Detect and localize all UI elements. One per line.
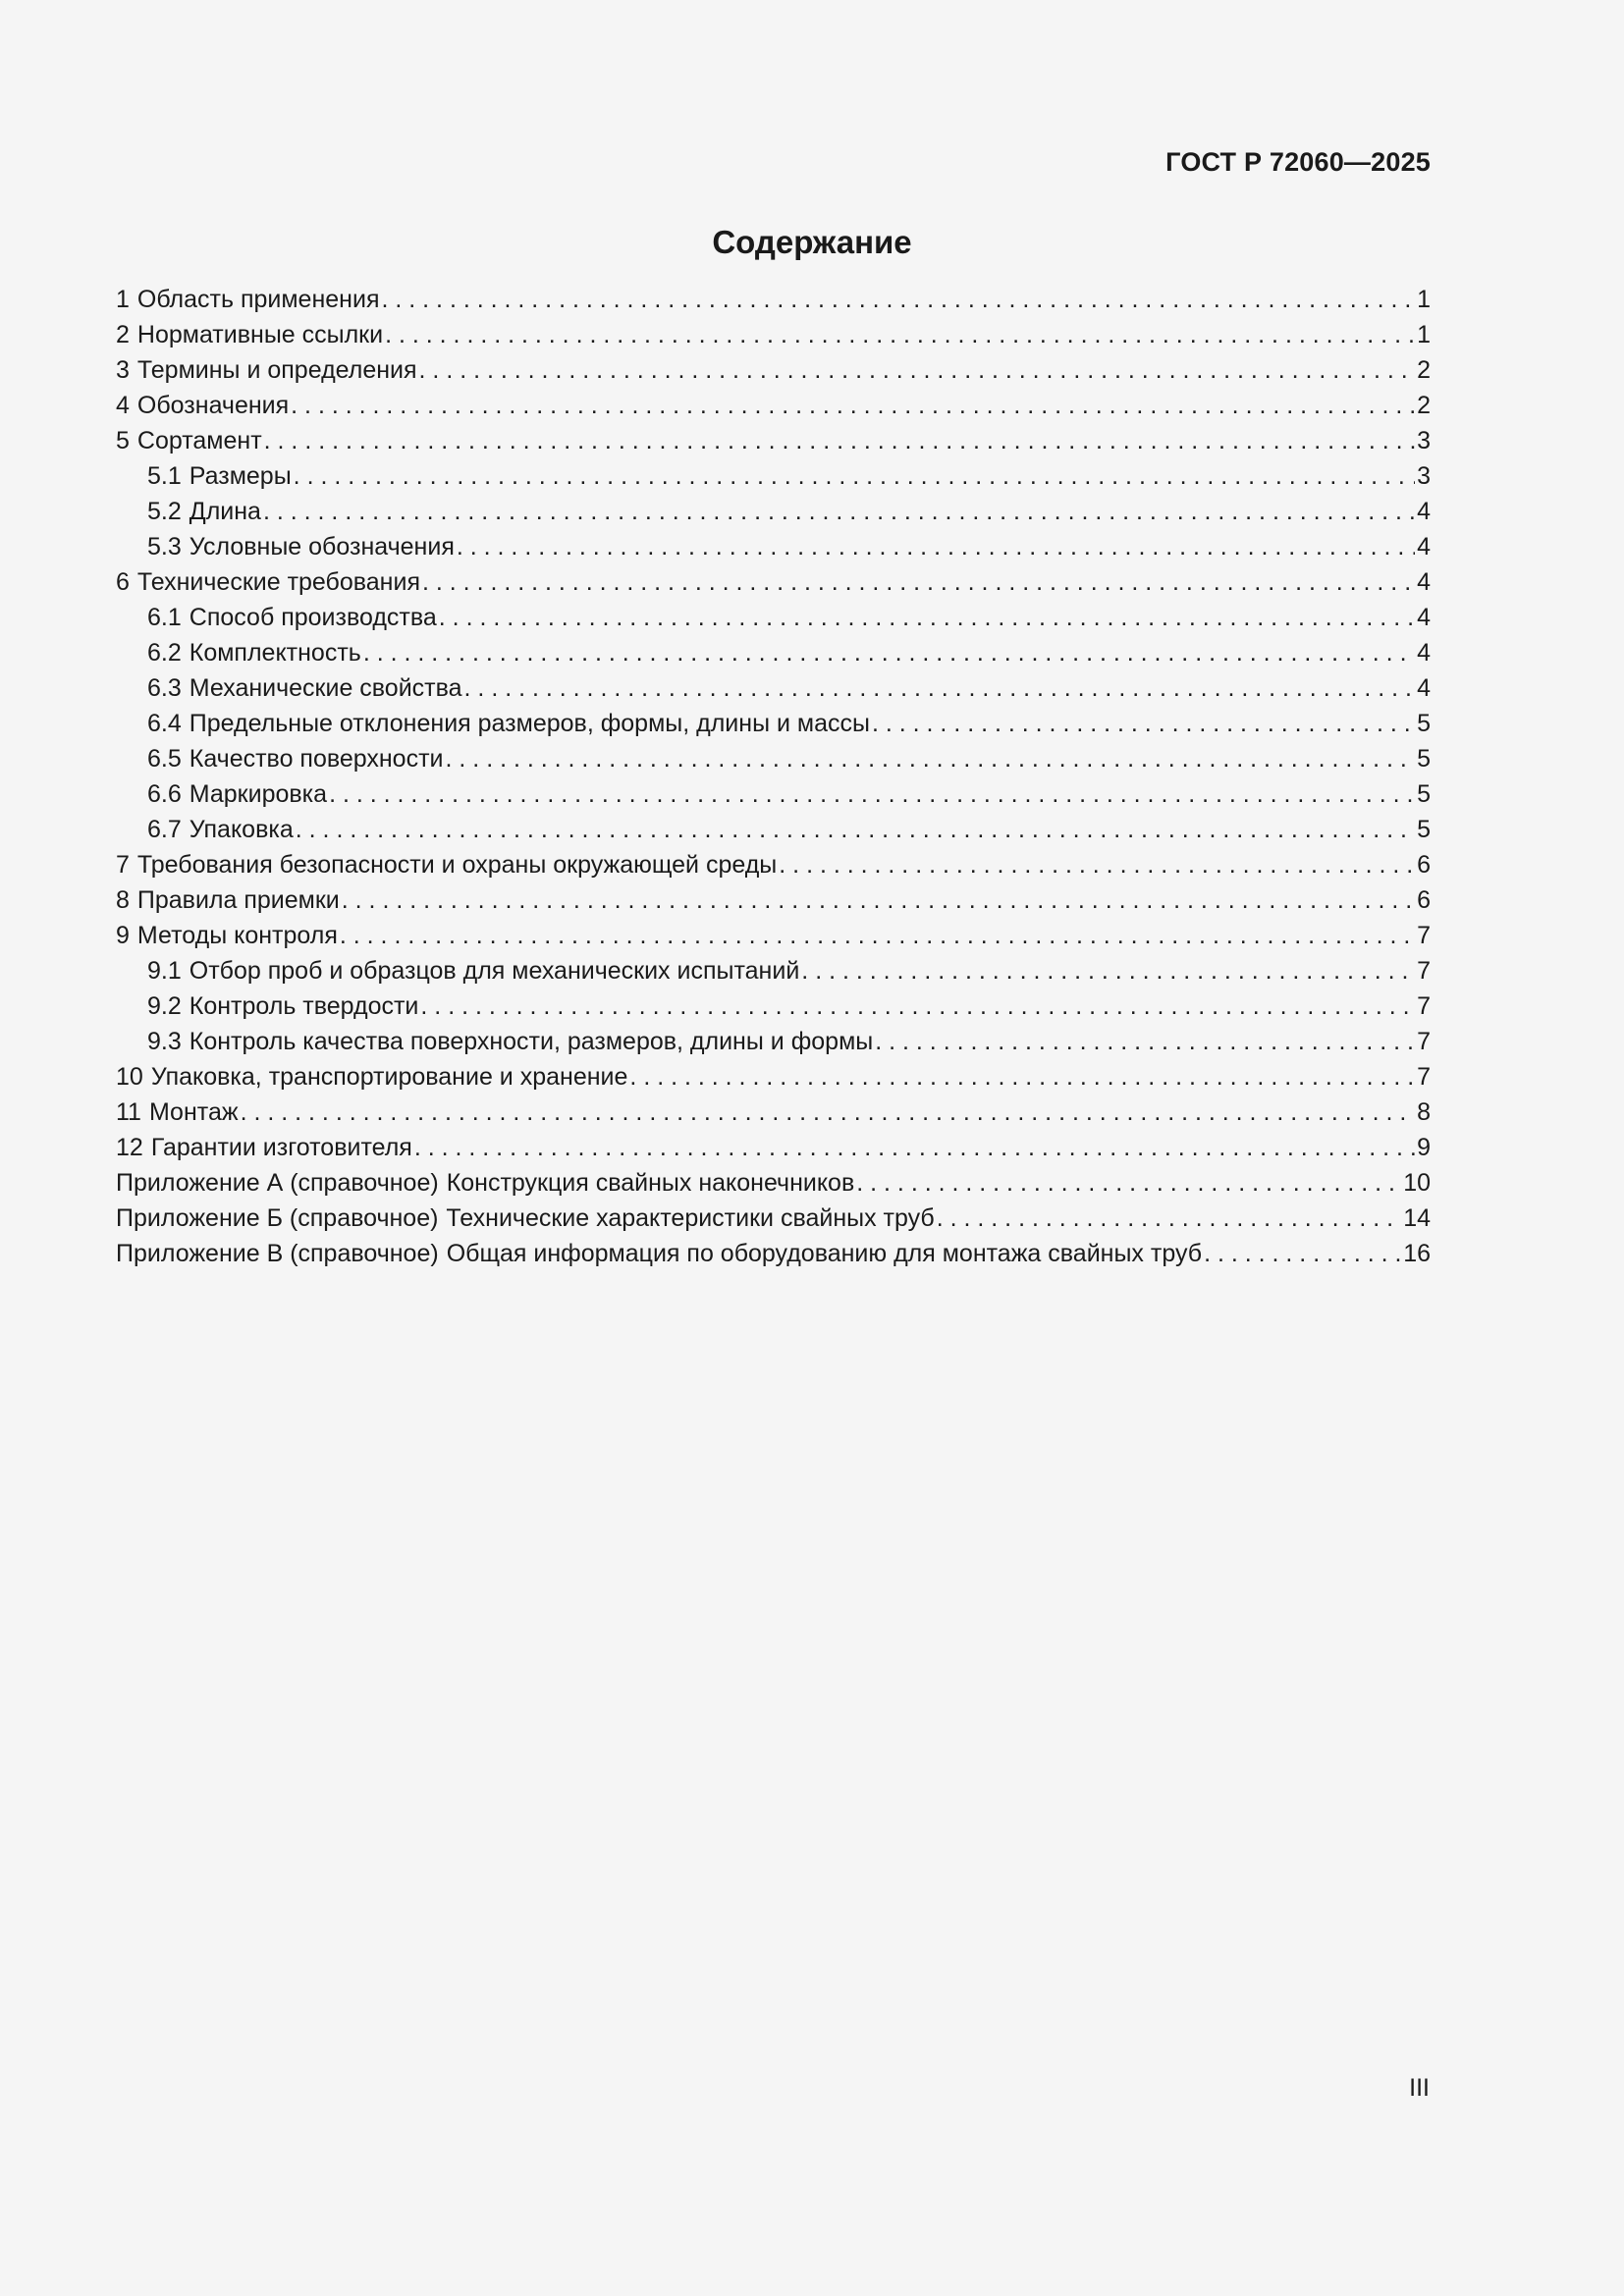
toc-entry-title: Механические свойства bbox=[189, 674, 462, 702]
toc-entry-title: Монтаж bbox=[148, 1098, 239, 1126]
toc-entry-number: 6.4 bbox=[147, 710, 182, 737]
toc-entry[interactable] bbox=[116, 922, 1431, 957]
toc-subentry[interactable] bbox=[116, 533, 1431, 568]
toc-entry-title: Методы контроля bbox=[136, 922, 338, 949]
toc-leader-dots bbox=[291, 392, 1415, 420]
toc-appendix-entry[interactable] bbox=[116, 1240, 1431, 1275]
toc-appendix-entry[interactable] bbox=[116, 1169, 1431, 1204]
toc-leader-dots bbox=[385, 321, 1415, 349]
toc-entry-number: 2 bbox=[116, 321, 130, 348]
toc-entry-number: 5.1 bbox=[147, 462, 182, 490]
toc-entry-title: Гарантии изготовителя bbox=[150, 1134, 412, 1161]
toc-leader-dots bbox=[872, 710, 1415, 738]
toc-entry-number: 9.1 bbox=[147, 957, 182, 985]
toc-leader-dots bbox=[294, 462, 1415, 491]
toc-entry-number: 6.2 bbox=[147, 639, 182, 667]
toc-leader-dots bbox=[439, 604, 1415, 632]
toc-entry-number: 9.3 bbox=[147, 1028, 182, 1055]
toc-leader-dots bbox=[779, 851, 1415, 880]
toc-subentry[interactable] bbox=[116, 498, 1431, 533]
toc-leader-dots bbox=[801, 957, 1415, 986]
toc-entry-number: 5.3 bbox=[147, 533, 182, 561]
toc-entry-title: Конструкция свайных наконечников bbox=[446, 1169, 855, 1197]
toc-entry-page: 4 bbox=[1417, 674, 1431, 702]
toc-leader-dots bbox=[420, 992, 1415, 1021]
toc-entry-number: 12 bbox=[116, 1134, 143, 1161]
toc-entry-page: 14 bbox=[1403, 1204, 1431, 1232]
toc-entry-number: 7 bbox=[116, 851, 130, 879]
toc-entry-title: Область применения bbox=[136, 286, 380, 313]
toc-entry[interactable] bbox=[116, 1134, 1431, 1169]
toc-entry[interactable] bbox=[116, 886, 1431, 922]
toc-entry-page: 16 bbox=[1403, 1240, 1431, 1267]
toc-entry[interactable] bbox=[116, 851, 1431, 886]
toc-entry-title: Условные обозначения bbox=[189, 533, 455, 561]
toc-leader-dots bbox=[329, 780, 1415, 809]
toc-entry-title: Общая информация по оборудованию для монтажа свайных труб bbox=[446, 1240, 1203, 1267]
toc-entry-number: 6.7 bbox=[147, 816, 182, 843]
toc-entry-page: 10 bbox=[1403, 1169, 1431, 1197]
toc-leader-dots bbox=[422, 568, 1415, 597]
toc-leader-dots bbox=[296, 816, 1415, 844]
toc-entry-page: 8 bbox=[1417, 1098, 1431, 1126]
toc-entry-page: 7 bbox=[1417, 922, 1431, 949]
toc-leader-dots bbox=[464, 674, 1416, 703]
toc-leader-dots bbox=[629, 1063, 1415, 1092]
toc-leader-dots bbox=[856, 1169, 1401, 1198]
toc-leader-dots bbox=[342, 886, 1415, 915]
toc-entry-title: Требования безопасности и охраны окружающей среды bbox=[136, 851, 778, 879]
toc-entry-title: Контроль качества поверхности, размеров, длины и формы bbox=[189, 1028, 874, 1055]
toc-entry-number: 8 bbox=[116, 886, 130, 914]
toc-subentry[interactable] bbox=[116, 780, 1431, 816]
toc-appendix-label: Приложение В (справочное) bbox=[116, 1240, 439, 1267]
toc-entry-number: 6.5 bbox=[147, 745, 182, 773]
toc-entry-title: Способ производства bbox=[189, 604, 437, 631]
toc-entry-title: Контроль твердости bbox=[189, 992, 419, 1020]
toc-entry[interactable] bbox=[116, 321, 1431, 356]
toc-entry-title: Сортамент bbox=[136, 427, 262, 454]
toc-leader-dots bbox=[263, 498, 1415, 526]
toc-entry-page: 5 bbox=[1417, 745, 1431, 773]
toc-leader-dots bbox=[241, 1098, 1416, 1127]
toc-entry-number: 9 bbox=[116, 922, 130, 949]
toc-entry-page: 1 bbox=[1417, 286, 1431, 313]
toc-entry-number: 6.1 bbox=[147, 604, 182, 631]
toc-entry-page: 5 bbox=[1417, 710, 1431, 737]
toc-entry-page: 2 bbox=[1417, 356, 1431, 384]
toc-entry-title: Технические требования bbox=[136, 568, 420, 596]
toc-entry-number: 9.2 bbox=[147, 992, 182, 1020]
toc-entry-page: 6 bbox=[1417, 851, 1431, 879]
toc-subentry[interactable] bbox=[116, 674, 1431, 710]
toc-entry-title: Нормативные ссылки bbox=[136, 321, 384, 348]
toc-leader-dots bbox=[419, 356, 1416, 385]
toc-leader-dots bbox=[363, 639, 1415, 667]
toc-entry-page: 5 bbox=[1417, 780, 1431, 808]
toc-entry-page: 4 bbox=[1417, 604, 1431, 631]
toc-leader-dots bbox=[457, 533, 1415, 561]
toc-entry-title: Длина bbox=[189, 498, 261, 525]
toc-entry-page: 3 bbox=[1417, 427, 1431, 454]
toc-entry-page: 6 bbox=[1417, 886, 1431, 914]
toc-subentry[interactable] bbox=[116, 462, 1431, 498]
toc-leader-dots bbox=[937, 1204, 1401, 1233]
toc-leader-dots bbox=[1204, 1240, 1401, 1268]
toc-entry-page: 7 bbox=[1417, 957, 1431, 985]
toc-entry-title: Маркировка bbox=[189, 780, 328, 808]
toc-subentry[interactable] bbox=[116, 745, 1431, 780]
toc-leader-dots bbox=[340, 922, 1415, 950]
toc-entry[interactable] bbox=[116, 356, 1431, 392]
toc-entry-title: Качество поверхности bbox=[189, 745, 444, 773]
toc-subentry[interactable] bbox=[116, 639, 1431, 674]
toc-subentry[interactable] bbox=[116, 957, 1431, 992]
toc-entry-title: Размеры bbox=[189, 462, 292, 490]
toc-entry-page: 9 bbox=[1417, 1134, 1431, 1161]
toc-leader-dots bbox=[381, 286, 1415, 314]
toc-entry-title: Правила приемки bbox=[136, 886, 340, 914]
toc-subentry[interactable] bbox=[116, 992, 1431, 1028]
toc-leader-dots bbox=[414, 1134, 1415, 1162]
toc-entry[interactable] bbox=[116, 1098, 1431, 1134]
toc-entry-page: 1 bbox=[1417, 321, 1431, 348]
toc-entry-page: 2 bbox=[1417, 392, 1431, 419]
toc-subentry[interactable] bbox=[116, 710, 1431, 745]
page-number: III bbox=[1409, 2074, 1430, 2102]
toc-entry-page: 4 bbox=[1417, 498, 1431, 525]
toc-entry-number: 1 bbox=[116, 286, 130, 313]
toc-subentry[interactable] bbox=[116, 1028, 1431, 1063]
toc-appendix-label: Приложение А (справочное) bbox=[116, 1169, 439, 1197]
toc-subentry[interactable] bbox=[116, 604, 1431, 639]
toc-subentry[interactable] bbox=[116, 816, 1431, 851]
toc-entry-title: Обозначения bbox=[136, 392, 290, 419]
toc-entry-page: 4 bbox=[1417, 568, 1431, 596]
toc-entry-title: Упаковка, транспортирование и хранение bbox=[150, 1063, 628, 1091]
toc-entry-number: 5.2 bbox=[147, 498, 182, 525]
toc-entry-page: 3 bbox=[1417, 462, 1431, 490]
toc-entry-page: 7 bbox=[1417, 1063, 1431, 1091]
toc-entry-title: Упаковка bbox=[189, 816, 294, 843]
toc-appendix-entry[interactable] bbox=[116, 1204, 1431, 1240]
toc-appendix-label: Приложение Б (справочное) bbox=[116, 1204, 439, 1232]
toc-entry-title: Комплектность bbox=[189, 639, 361, 667]
toc-entry-title: Предельные отклонения размеров, формы, длины и массы bbox=[189, 710, 870, 737]
toc-title: Содержание bbox=[712, 224, 912, 260]
toc-entry-number: 4 bbox=[116, 392, 130, 419]
toc-leader-dots bbox=[875, 1028, 1415, 1056]
toc-entry-number: 11 bbox=[116, 1098, 141, 1126]
toc-entry[interactable] bbox=[116, 392, 1431, 427]
toc-entry-number: 6.3 bbox=[147, 674, 182, 702]
toc-entry-number: 10 bbox=[116, 1063, 143, 1091]
toc-entry[interactable] bbox=[116, 1063, 1431, 1098]
toc-entry-number: 6 bbox=[116, 568, 130, 596]
toc-entry-page: 7 bbox=[1417, 992, 1431, 1020]
toc-entry[interactable] bbox=[116, 568, 1431, 604]
toc-entry-page: 4 bbox=[1417, 533, 1431, 561]
document-code: ГОСТ Р 72060—2025 bbox=[1165, 147, 1431, 177]
table-of-contents bbox=[116, 286, 1431, 1275]
toc-entry[interactable] bbox=[116, 286, 1431, 321]
toc-entry-number: 5 bbox=[116, 427, 130, 454]
toc-leader-dots bbox=[264, 427, 1415, 455]
toc-entry[interactable] bbox=[116, 427, 1431, 462]
toc-entry-number: 6.6 bbox=[147, 780, 182, 808]
toc-entry-title: Термины и определения bbox=[136, 356, 417, 384]
toc-entry-title: Технические характеристики свайных труб bbox=[446, 1204, 935, 1232]
toc-entry-page: 4 bbox=[1417, 639, 1431, 667]
toc-entry-page: 5 bbox=[1417, 816, 1431, 843]
toc-entry-title: Отбор проб и образцов для механических испытаний bbox=[189, 957, 800, 985]
toc-entry-number: 3 bbox=[116, 356, 130, 384]
toc-leader-dots bbox=[446, 745, 1416, 774]
toc-entry-page: 7 bbox=[1417, 1028, 1431, 1055]
